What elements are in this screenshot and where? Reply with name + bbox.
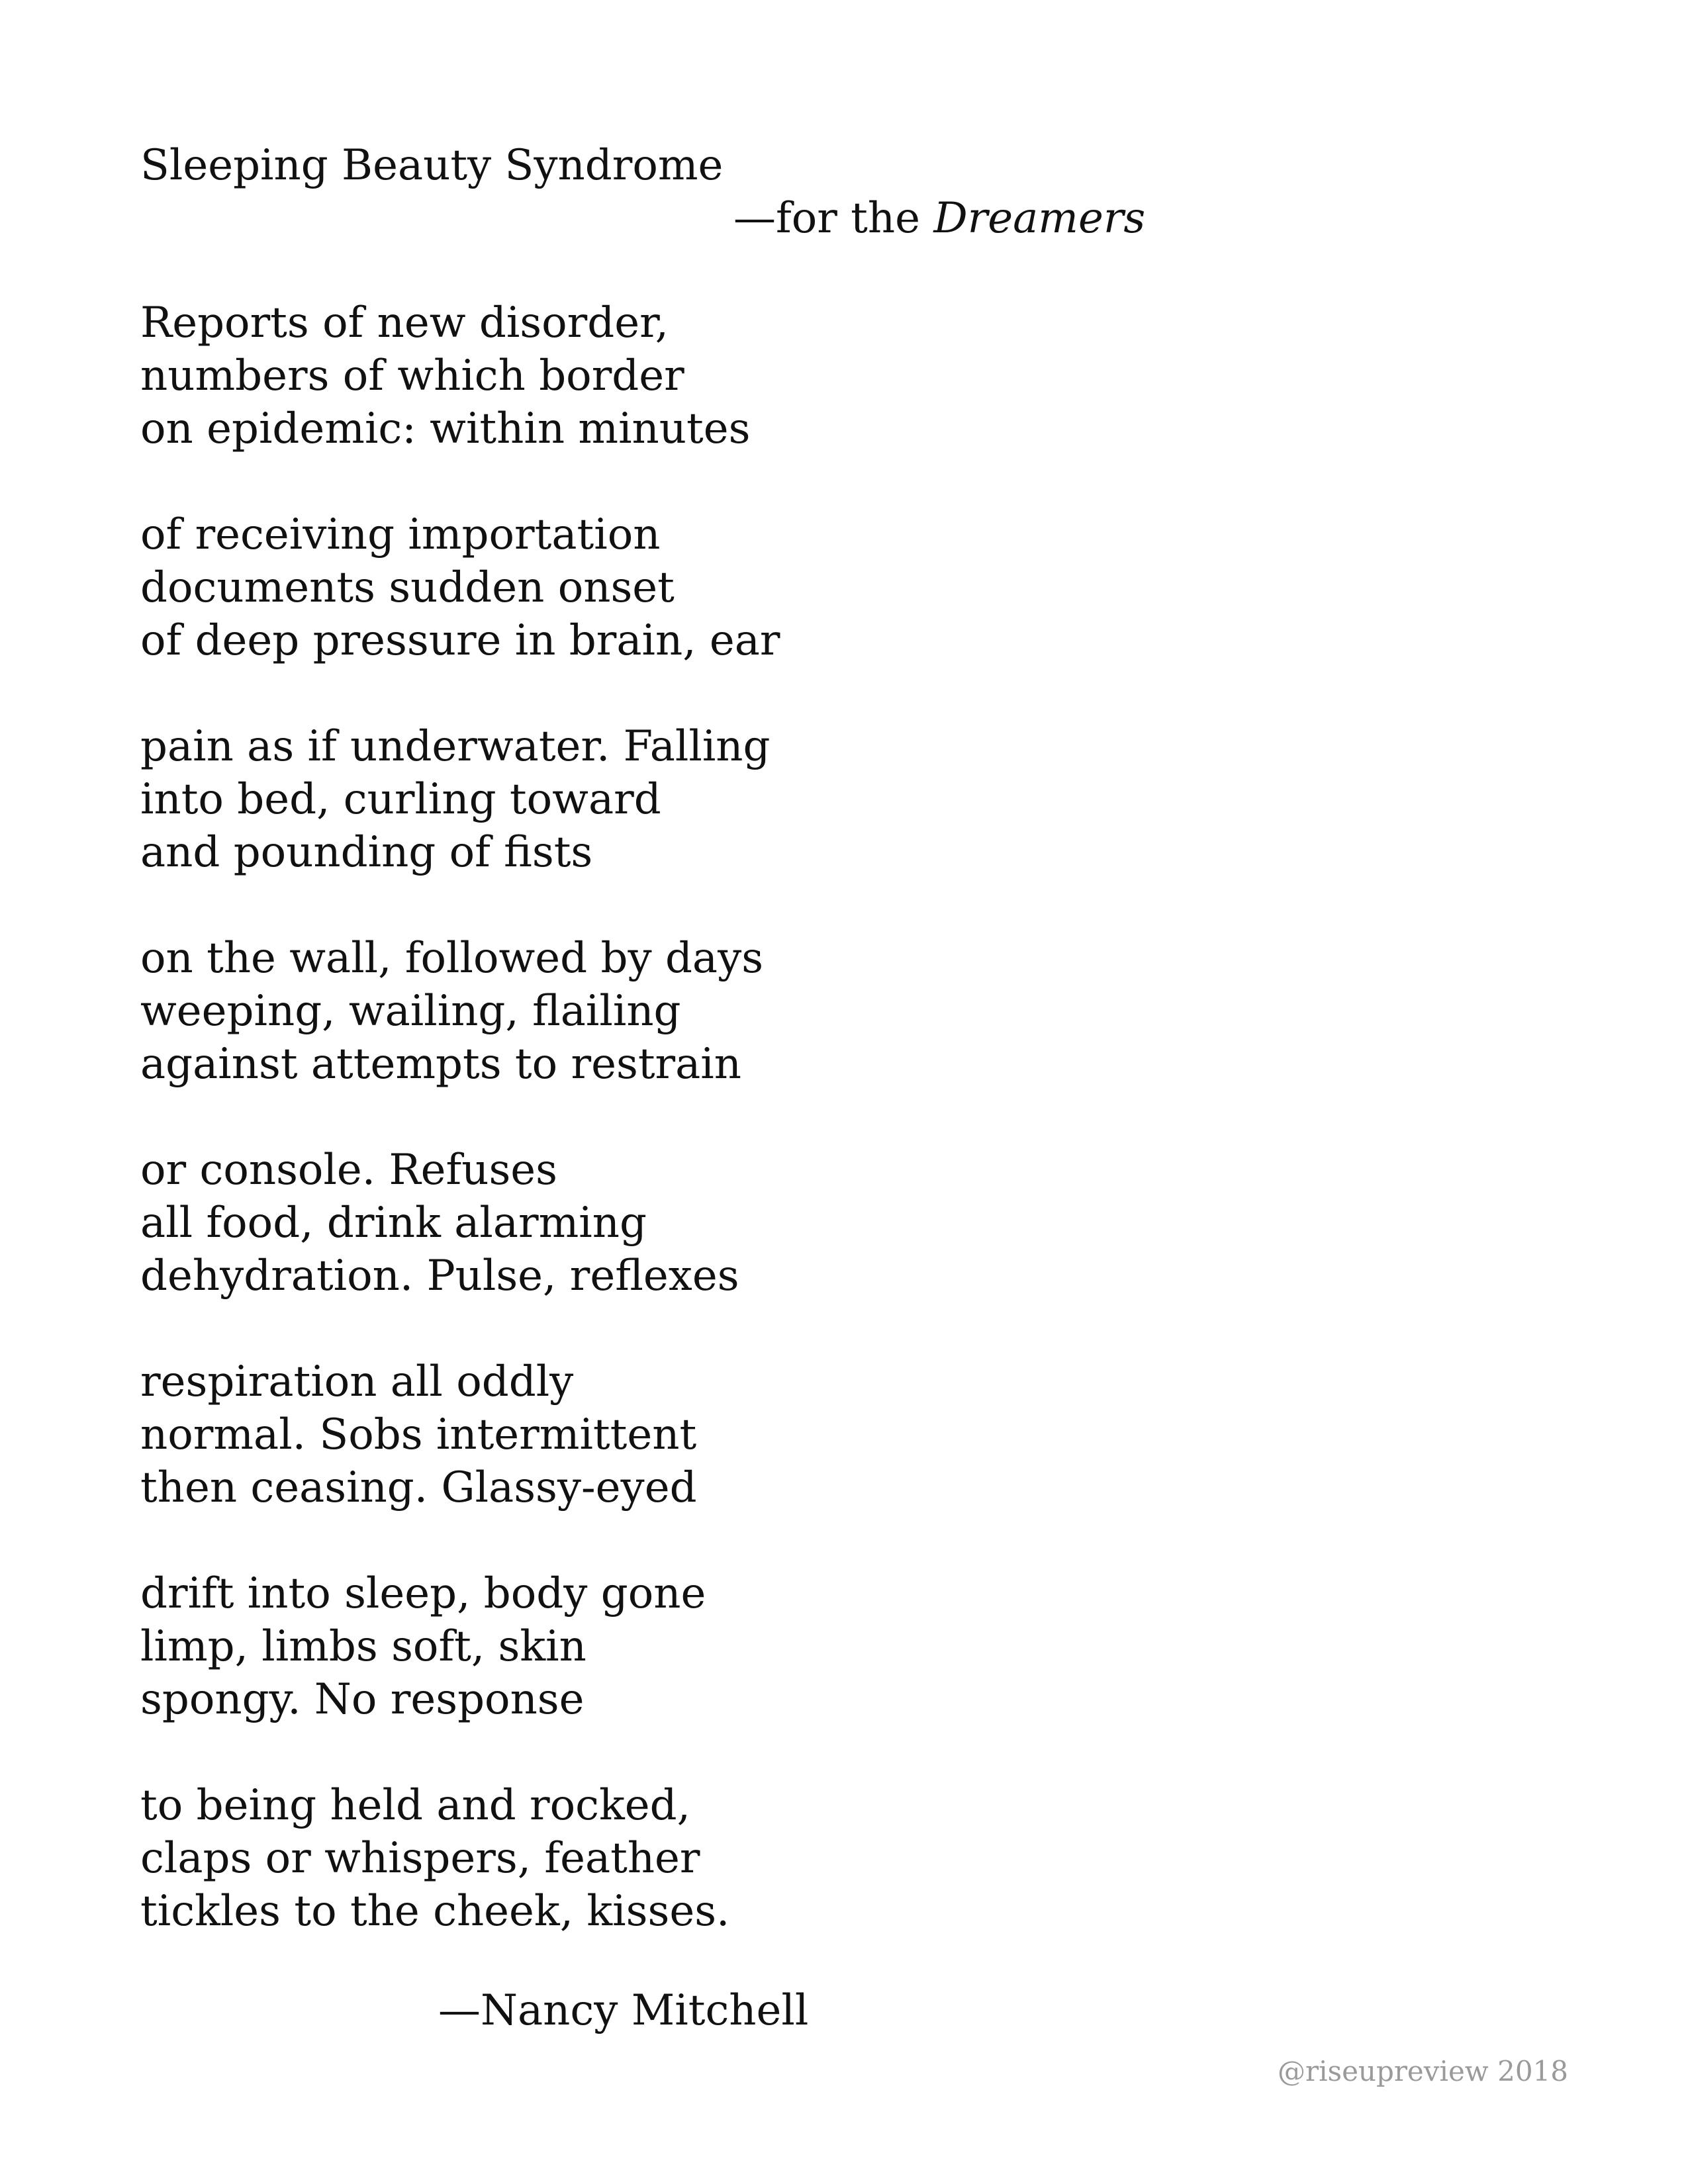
poem-line: limp, limbs soft, skin [140,1622,586,1671]
dedication-emphasis: Dreamers [933,194,1146,243]
poem-line: pain as if underwater. Falling [140,722,771,771]
poem-line: weeping, wailing, flailing [140,987,681,1036]
stanza [140,1779,1067,1938]
poem-line: into bed, curling toward [140,775,661,824]
poem-line: all food, drink alarming [140,1199,647,1248]
poem-body [140,296,1067,1991]
poem-line: of deep pressure in brain, ear [140,616,780,665]
stanza [140,296,1067,455]
stanza [140,1144,1067,1302]
dedication-prefix: —for the [733,194,934,243]
stanza [140,720,1067,879]
poem-line: of receiving importation [140,510,661,559]
poem-line: against attempts to restrain [140,1040,741,1089]
poem-line: on the wall, followed by days [140,934,764,983]
author-attribution: —Nancy Mitchell [438,1986,809,2035]
stanza [140,1567,1067,1726]
poem-line: Reports of new disorder, [140,298,669,347]
poem-line: documents sudden onset [140,563,675,612]
poem-line: drift into sleep, body gone [140,1569,706,1618]
stanza [140,508,1067,667]
poem-title: Sleeping Beauty Syndrome [140,141,724,190]
dedication [733,192,1145,245]
poem-line: respiration all oddly [140,1357,574,1406]
poem-line: claps or whispers, feather [140,1834,700,1883]
poem-line: normal. Sobs intermittent [140,1410,697,1459]
poem-line: tickles to the cheek, kisses. [140,1887,730,1936]
poem-line: on epidemic: within minutes [140,404,751,453]
poem-line: or console. Refuses [140,1146,557,1195]
stanza [140,932,1067,1091]
poem-line: dehydration. Pulse, reflexes [140,1251,739,1300]
watermark-text: @riseupreview 2018 [1278,2055,1568,2087]
poem-line: to being held and rocked, [140,1781,690,1830]
poem-line: and pounding of fists [140,828,593,877]
poem-line: then ceasing. Glassy-eyed [140,1463,697,1512]
poem-line: spongy. No response [140,1675,585,1724]
poem-line: numbers of which border [140,351,684,400]
stanza [140,1355,1067,1514]
